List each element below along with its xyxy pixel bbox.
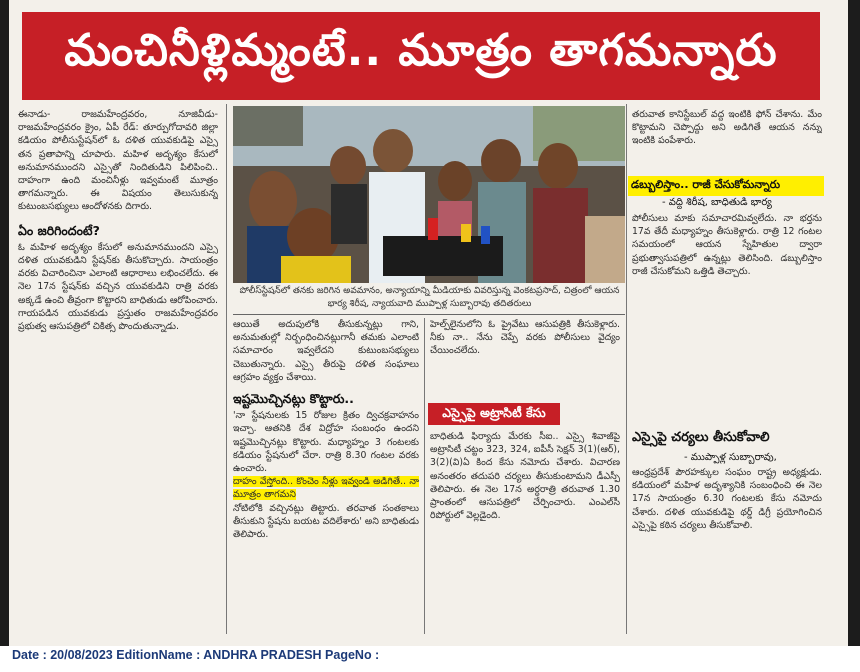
col4-body2: ఆంధ్రప్రదేశ్ పౌరహక్కుల సంఘం రాష్ట్ర అధ్యక్షుడు. కడియంలో మహిళ అదృశ్యానికి సంబంధించి ఈ నెల 17న సాయంత్రం 6.30 గంటలకు కేసు నమోదు చేశారు. దళిత యువకుడిపై థర్డ్ డిగ్రీ ప్రయోగించిన ఎస్సైపై కఠిన చర్యలు తీసుకోవాలి. (632, 467, 822, 531)
body-text: ఓ మహిళ అదృశ్యం కేసులో అనుమానముందని ఎస్సై దళిత యువకుడిని స్టేషన్‌కు తీసుకొచ్చారు. సాయంత్రం వరకు విచారించినా ఎలాంటి ఆధారాలు లభించలేదు. ఈ నెల 17న స్టేషన్‌కు వచ్చిన యువకుడిని రాత్రి వరకు అక్కడే ఉంచి తీవ్రంగా కొట్టారని బాధితుడు ఆరోపించారు. గాయపడిన యువకుడు ప్రస్తుతం రాజమహేంద్రవరం ప్రభుత్వ ఆసుపత్రిలో చికిత్స పొందుతున్నాడు. (18, 241, 218, 333)
col2-intro: ఆయితే అదుపులోకి తీసుకున్నట్లు గాని, అనుమతుల్లో నిర్బంధించినట్లుగానీ తమకు ఎలాంటి సమాచారం ఇవ్వలేదని కుటుంబసభ్యులు చెబుతున్నారు. ఎస్సై తీరుపై దళిత సంఘాలు ఆగ్రహం వ్యక్తం చేశాయి. (233, 319, 419, 383)
col4-highlight-heading: డబ్బులిస్తాం.. రాజీ చేసుకోమన్నారు (628, 176, 824, 196)
col3-body: బాధితుడి ఫిర్యాదు మేరకు సీఐ.. ఎస్సై శివాజీపై అట్రాసిటీ చట్టం 323, 324, ఐపీసీ సెక్షన్ 3(1)(ఆర్), 3(2)(వి)ఏ కింద కేసు నమోదు చేశారు. విచారణ అనంతరం తదుపరి చర్యలు తీసుకుంటామని డీఎస్పీ తెలిపారు. ఈ నెల 17న అర్ధరాత్రి తరువాత 1.30 ప్రాంతంలో ఆసుపత్రిలో చేర్పించారు. ఎంఎల్‌సీ రిపోర్టులో వెల్లడైంది. (430, 431, 620, 522)
column-2 (233, 318, 419, 638)
column-3-body (430, 430, 620, 638)
subhead-beaten: ఇష్టమొచ్చినట్లు కొట్టారు.. (233, 391, 354, 407)
column-4-top (632, 108, 822, 174)
subhead-action: ఎస్సైపై చర్యలు తీసుకోవాలి (632, 430, 770, 445)
col2-highlight: దాహం వేస్తోంది.. కొంచెం నీళ్లు ఇవ్వండి అడిగితే.. నా మూత్రం తాగమని (233, 476, 419, 501)
column-3 (430, 318, 620, 400)
column-rule (424, 318, 425, 634)
headline: మంచినీళ్లిమ్మంటే.. మూత్రం తాగమన్నారు (22, 12, 820, 100)
col4-intro: తరువాత కానిస్టేబుల్ వద్ద ఇంటికి ఫోన్ చేశాను. మేం కొట్టామని చెప్పొద్దు అని అడిగితే ఆయన నన్ను ఇంటికి పంపేశారు. (632, 109, 822, 147)
column-4-mid (632, 212, 822, 410)
news-photo (233, 106, 625, 283)
column-rule (626, 104, 627, 634)
col4-author-2: - ముప్పాళ్ల సుబ్బారావు, (684, 452, 777, 463)
col4-body: పోలీసులు మాకు సమాచారమివ్వలేదు. నా భర్తను 17వ తేదీ మధ్యాహ్నం తీసుకెళ్లారు. రాత్రి 12 గంటల సమయంలో ఆయన స్నేహితుల ద్వారా ప్రభుత్వాసుపత్రిలో ఉన్నట్లు తెలిసింది. డబ్బులిస్తాం రాజీ చేసుకోమని ఒత్తిడి తెచ్చారు. (632, 213, 822, 277)
photo-caption: పోలీస్‌స్టేషన్‌లో తనకు జరిగిన అవమానం, అన్యాయాన్ని మీడియాకు వివరిస్తున్న వెంకటప్రసాద్, చిత్రంలో ఆయన భార్య శిరీష, న్యాయవాది ముప్పాళ్ల సుబ్బారావు తదితరులు (239, 286, 620, 309)
col2-body2: నోటిలోకి వచ్చినట్లు తిట్టారు. తరవాత సంతకాలు తీసుకుని స్టేషను బయట వదిలేశారు' అని బాధితుడు తెలిపారు. (233, 502, 419, 541)
photo-graphic (233, 106, 625, 283)
col3-intro: హెల్ప్‌లైనులోని ఓ ప్రైవేటు ఆసుపత్రికి తీసుకెళ్లారు. నీకు నా.. నేను చెప్పే వరకు పోలీసులు వైద్యం చేయించలేదు. (430, 319, 620, 357)
column-1 (18, 108, 218, 638)
column-4-bottom (632, 466, 822, 638)
col4-author: - వద్ది శిరీష, బాధితుడి భార్య (662, 197, 772, 208)
subhead-what-happened: ఏం జరిగిందంటే? (18, 222, 100, 238)
edition-footer: Date : 20/08/2023 EditionName : ANDHRA PRADESH PageNo : (12, 648, 380, 662)
right-border (848, 0, 860, 646)
left-border (0, 0, 9, 646)
column-rule (226, 104, 227, 634)
caption-rule (233, 314, 625, 315)
atrocity-case-box: ఎస్సైపై అట్రాసిటీ కేసు (428, 403, 560, 425)
intro-text: ఈనాడు- రాజమహేంద్రవరం, నూజివీడు- రాజమహేంద్రవరం క్రైం, ఏపీ రేడ్: తూర్పుగోదావరి జిల్లా కడియం పోలీసుస్టేషన్‌లో ఓ దళిత యువకుడిపై ఎస్సై తన ప్రతాపాన్ని చూపారు. మహిళ అదృశ్యం కేసులో అనుమానముందని ఎస్సైతో నిందితుడిని పిలిపించి.. దాహంగా ఉంది మంచినీళ్లు ఇవ్వమంటే మూత్రం తాగమన్నారు. ఈ విషయం తెలుసుకున్న కుటుంబసభ్యులు ఆందోళనకు దిగారు. (18, 109, 218, 213)
col2-body: 'నా స్టేషనులకు 15 రోజుల క్రితం ద్విచక్రవాహనం ఇచ్చా. ఆతనికి దేశ విద్రోహ సంబంధం ఉందని ఇష్టమొచ్చినట్లు కొట్టారు. మధ్యాహ్నం 3 గంటలకు కడియం స్టేషనులో చేరా. రాత్రి 8.30 గంటల వరకు ఉంచారు. (233, 410, 419, 475)
